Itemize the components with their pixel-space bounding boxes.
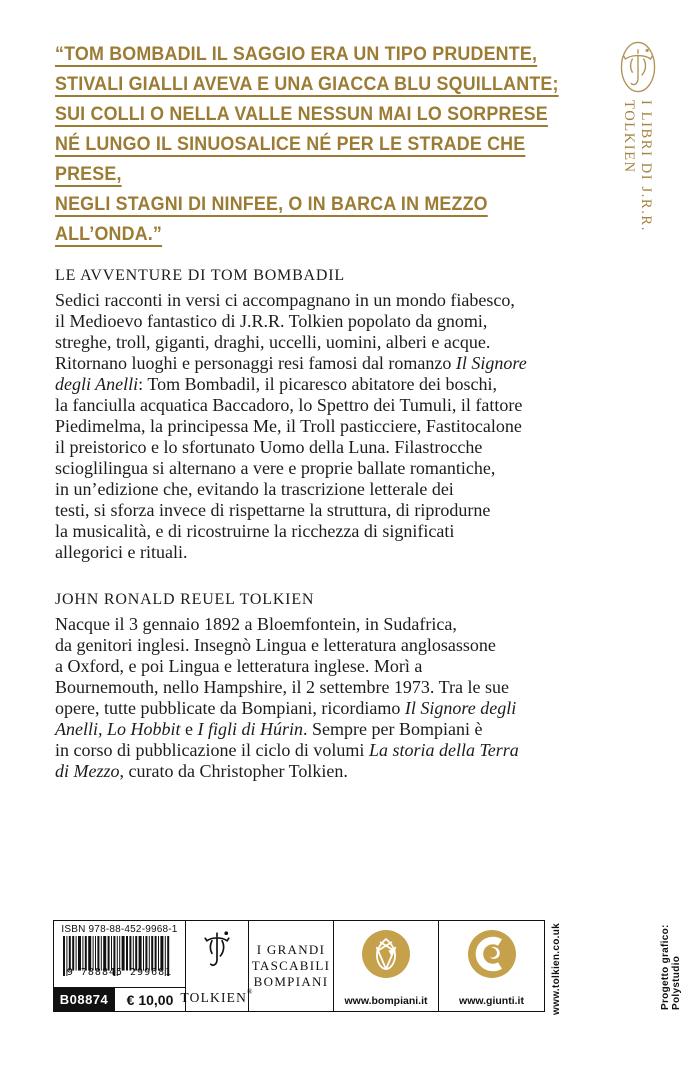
registered-mark: ® — [247, 988, 254, 996]
text-line — [55, 740, 600, 761]
registered-mark-dot — [224, 931, 228, 935]
brand-text: TOLKIEN — [180, 990, 248, 1005]
body-text: il Medioevo fantastico di J.R.R. Tolkien popolato da gnomi, — [55, 311, 488, 331]
text-line — [55, 677, 600, 698]
text-line — [55, 395, 600, 416]
author-bio-section — [55, 590, 600, 782]
text-line — [55, 656, 600, 677]
design-credit-vertical — [660, 875, 682, 1010]
isbn-label: ISBN 978-88-452-9968-1 — [61, 924, 178, 935]
text-line: STIVALI GIALLI AVEVA E UNA GIACCA BLU SQUILLANTE; — [55, 74, 559, 95]
text-line: BOMPIANI — [253, 974, 329, 989]
italic-title-text: I figli di Húrin — [197, 719, 304, 739]
text-line — [55, 353, 600, 374]
body-text: e — [180, 719, 198, 739]
italic-title-text: Il Signore degli — [404, 698, 517, 718]
text-line: I GRANDI — [256, 942, 326, 957]
text-line: NÉ LUNGO IL SINUOSALICE NÉ PER LE STRADE CHE PRESE, — [55, 134, 526, 185]
tolkien-site-vertical — [551, 923, 562, 1015]
series-label: I LIBRI DI J.R.R. TOLKIEN — [621, 100, 654, 232]
ean-digits: 9 788845 299681 — [66, 967, 173, 978]
body-text: in corso di pubblicazione il ciclo di volumi — [55, 740, 369, 760]
body-text: da genitori inglesi. Insegnò Lingua e letteratura anglosassone — [55, 635, 496, 655]
italic-title-text: Anelli, Lo Hobbit — [55, 719, 181, 739]
text-line — [55, 521, 600, 542]
text-line — [55, 500, 600, 521]
body-text: . Sempre per Bompiani è — [303, 719, 483, 739]
body-text: allegorici e rituali. — [55, 542, 188, 562]
price-row — [54, 987, 185, 1011]
text-line: TASCABILI — [251, 958, 331, 973]
body-text: il preistorico e lo sfortunato Uomo della Luna. Filastrocche — [55, 437, 483, 457]
body-text: Nacque il 3 gennaio 1892 a Bloemfontein, in Sudafrica, — [55, 614, 457, 634]
text-line: “TOM BOMBADIL IL SAGGIO ERA UN TIPO PRUDENTE, — [55, 44, 538, 65]
synopsis-section — [55, 266, 600, 563]
text-line: NEGLI STAGNI DI NINFEE, O IN BARCA IN MEZZO ALL’ONDA.” — [55, 194, 488, 245]
text-line — [55, 374, 600, 395]
bompiani-logo-icon — [362, 930, 410, 978]
bompiani-url: www.bompiani.it — [344, 995, 428, 1007]
text-line — [55, 479, 600, 500]
body-text: la fanciulla acquatica Baccadoro, lo Spettro dei Tumuli, il fattore — [55, 395, 523, 415]
body-text: Piedimelma, la principessa Me, il Troll pasticciere, Fastitocalone — [55, 416, 522, 436]
italic-title-text: La storia della Terra — [368, 740, 519, 760]
bompiani-cell — [333, 921, 438, 1011]
giunti-url: www.giunti.it — [459, 995, 524, 1007]
registered-mark-dot — [646, 49, 649, 52]
author-name-heading: JOHN RONALD REUEL TOLKIEN — [55, 591, 315, 608]
body-text: scioglilingua si alternano a vere e proprie ballate romantiche, — [55, 458, 496, 478]
imprint-label — [252, 942, 331, 990]
text-line — [55, 698, 600, 719]
italic-title-text: degli Anelli — [55, 374, 139, 394]
tolkien-monogram-icon — [200, 929, 234, 971]
body-text: : Tom Bombadil, il picaresco abitatore dei boschi, — [138, 374, 497, 394]
body-text: Ritornano luoghi e personaggi resi famosi dal romanzo — [55, 353, 456, 373]
text-line — [55, 458, 600, 479]
italic-title-text: Il Signore — [455, 353, 527, 373]
price: € 10,00 — [114, 988, 185, 1011]
body-text: Sedici racconti in versi ci accompagnano in un mondo fiabesco, — [55, 290, 515, 310]
cover-quote — [55, 40, 563, 250]
body-text: , curato da Christopher Tolkien. — [119, 761, 348, 781]
tolkien-site-url: www.tolkien.co.uk — [551, 923, 562, 1015]
body-text: a Oxford, e poi Lingua e letteratura inglese. Morì a — [55, 656, 423, 676]
text-line: SUI COLLI O NELLA VALLE NESSUN MAI LO SORPRESE — [55, 104, 548, 125]
body-text: opere, tutte pubblicate da Bompiani, ricordiamo — [55, 698, 405, 718]
bio-text — [55, 614, 600, 782]
footer-strip — [53, 920, 545, 1012]
body-text: streghe, troll, giganti, draghi, uccelli, uomini, alberi e acque. — [55, 332, 491, 352]
text-line — [55, 311, 600, 332]
text-line — [55, 290, 600, 311]
barcode-cell — [54, 921, 185, 1011]
text-line — [55, 614, 600, 635]
tolkien-monogram-icon — [615, 35, 661, 99]
text-line — [55, 437, 600, 458]
text-line — [55, 719, 600, 740]
book-title-heading: LE AVVENTURE DI TOM BOMBADIL — [55, 267, 345, 284]
text-line — [55, 635, 600, 656]
body-text: in un’edizione che, evitando la trascrizione letterale dei — [55, 479, 454, 499]
tolkien-brand-label — [180, 988, 253, 1006]
text-line — [55, 542, 600, 563]
imprint-cell — [248, 921, 333, 1011]
text-line — [55, 332, 600, 353]
body-text: la musicalità, e di ricostruirne la ricchezza di significati — [55, 521, 455, 541]
tolkien-brand-cell — [180, 921, 254, 1011]
synopsis-text — [55, 290, 600, 563]
italic-title-text: di Mezzo — [55, 761, 120, 781]
giunti-cell — [438, 921, 544, 1011]
text-line — [55, 416, 600, 437]
text-line — [55, 761, 600, 782]
design-credit-text: Progetto grafico: Polystudio — [660, 924, 682, 1010]
body-text: testi, si sforza invece di rispettarne la struttura, di riprodurne — [55, 500, 491, 520]
edition-code: B08874 — [54, 988, 114, 1011]
body-text: Bournemouth, nello Hampshire, il 2 settembre 1973. Tra le sue — [55, 677, 509, 697]
giunti-logo-icon — [468, 930, 516, 978]
